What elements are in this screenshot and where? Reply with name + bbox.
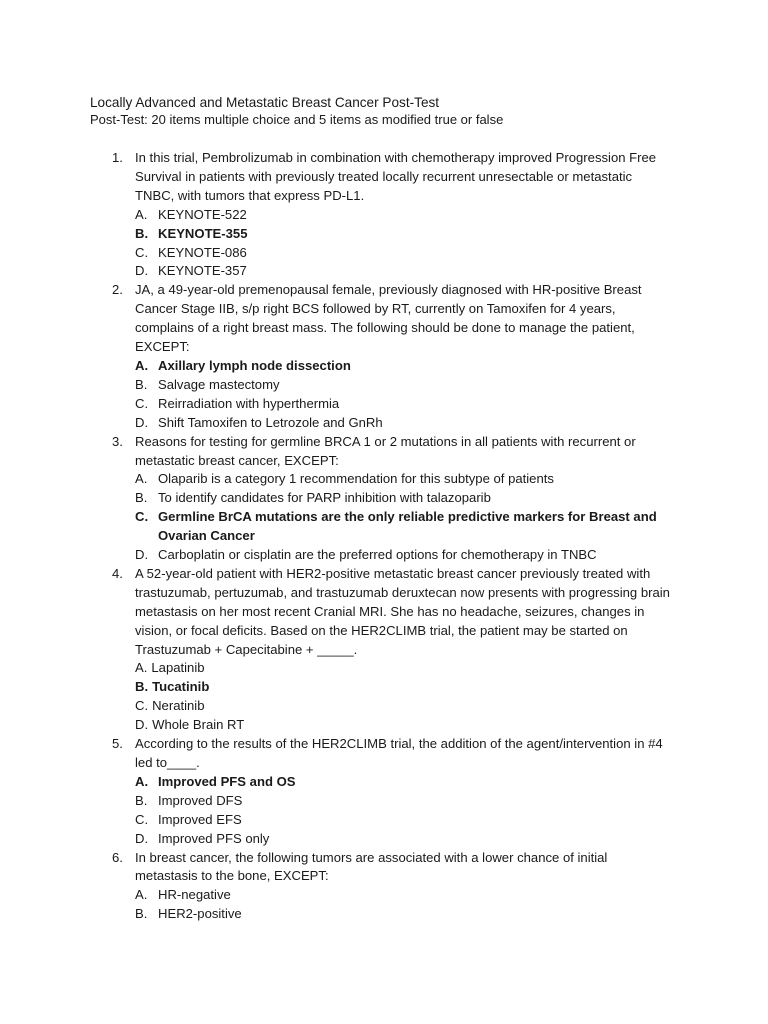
choice-text: KEYNOTE-522 <box>158 206 247 222</box>
choice-letter: A. <box>135 887 148 903</box>
choice-list <box>135 470 670 565</box>
choice-a <box>135 206 670 225</box>
choice-text: Shift Tamoxifen to Letrozole and GnRh <box>158 414 383 430</box>
choice-text: Reirradiation with hyperthermia <box>158 395 340 411</box>
choice-letter: B. <box>135 679 149 695</box>
question-1 <box>90 149 670 281</box>
question-5 <box>90 735 670 848</box>
choice-text: Lapatinib <box>151 660 205 676</box>
question-2 <box>90 281 670 432</box>
question-number: 2. <box>112 282 123 298</box>
choice-b <box>135 489 670 508</box>
choice-b <box>135 905 670 924</box>
choice-text: Carboplatin or cisplatin are the preferred options for chemotherapy in TNBC <box>158 547 597 563</box>
choice-text: Improved EFS <box>158 811 242 827</box>
choice-letter: B. <box>135 792 148 808</box>
choice-text: Improved DFS <box>158 792 243 808</box>
question-list <box>90 149 670 924</box>
question-stem: In breast cancer, the following tumors are associated with a lower chance of initial metastasis to the bone, EXCEPT: <box>135 849 608 884</box>
question-6 <box>90 849 670 925</box>
choice-letter: D. <box>135 547 149 563</box>
choice-b <box>135 376 670 395</box>
choice-text: Salvage mastectomy <box>158 376 280 392</box>
choice-letter: A. <box>135 773 149 789</box>
choice-letter: A. <box>135 471 148 487</box>
choice-text: Improved PFS only <box>158 830 270 846</box>
choice-a-answer <box>135 773 670 792</box>
choice-letter: A. <box>135 206 148 222</box>
choice-text: KEYNOTE-357 <box>158 263 247 279</box>
choice-letter: B. <box>135 906 148 922</box>
choice-letter: D. <box>135 717 149 733</box>
choice-text: KEYNOTE-355 <box>158 225 248 241</box>
choice-text: Axillary lymph node dissection <box>158 357 351 373</box>
choice-a <box>135 470 670 489</box>
choice-c <box>135 697 670 716</box>
choice-letter: C. <box>135 509 149 525</box>
choice-text: KEYNOTE-086 <box>158 244 247 260</box>
choice-letter: C. <box>135 244 149 260</box>
choice-text: Tucatinib <box>152 679 210 695</box>
choice-letter: C. <box>135 395 149 411</box>
choice-text: Olaparib is a category 1 recommendation for this subtype of patients <box>158 471 554 487</box>
choice-d <box>135 546 670 565</box>
choice-d <box>135 716 670 735</box>
choice-text: Improved PFS and OS <box>158 773 296 789</box>
choice-c <box>135 244 670 263</box>
choice-d <box>135 414 670 433</box>
choice-b <box>135 792 670 811</box>
choice-letter: A. <box>135 357 149 373</box>
choice-letter: B. <box>135 376 148 392</box>
choice-list <box>135 357 670 433</box>
choice-letter: A. <box>135 660 148 676</box>
choice-letter: D. <box>135 830 149 846</box>
choice-text: HR-negative <box>158 887 231 903</box>
question-4 <box>90 565 670 735</box>
question-stem: In this trial, Pembrolizumab in combination with chemotherapy improved Progression Free Survival in patients with previously treated locally recurrent unresectable or metastatic TNBC, with tumors that express PD-L1. <box>135 150 657 203</box>
choice-letter: B. <box>135 490 148 506</box>
choice-a <box>135 659 670 678</box>
choice-letter: C. <box>135 811 149 827</box>
question-number: 3. <box>112 433 123 449</box>
choice-list <box>135 886 670 924</box>
question-number: 5. <box>112 736 123 752</box>
question-stem: Reasons for testing for germline BRCA 1 or 2 mutations in all patients with recurrent or metastatic breast cancer, EXCEPT: <box>135 433 636 468</box>
choice-text: Neratinib <box>152 698 205 714</box>
question-stem: According to the results of the HER2CLIMB trial, the addition of the agent/intervention in #4 led to____. <box>135 736 663 770</box>
choice-list <box>135 773 670 849</box>
question-number: 6. <box>112 849 123 865</box>
choice-a <box>135 886 670 905</box>
choice-text: To identify candidates for PARP inhibition with talazoparib <box>158 490 491 506</box>
document-header <box>90 94 690 129</box>
choice-letter: D. <box>135 263 149 279</box>
choice-c <box>135 395 670 414</box>
choice-b-answer <box>135 225 670 244</box>
choice-letter: C. <box>135 698 149 714</box>
choice-b-answer <box>135 678 670 697</box>
question-stem: A 52-year-old patient with HER2-positive metastatic breast cancer previously treated with trastuzumab, pertuzumab, and trastuzumab deruxtecan now presents with progressing brain metastasis on her most recent Cranial MRI. She has no headache, seizures, changes in vision, or focal deficits. Based on the HER2CLIMB trial, the patient may be started on Trastuzumab + Capecitabine + _____. <box>135 565 670 657</box>
document-title: Locally Advanced and Metastatic Breast Cancer Post-Test <box>90 95 440 110</box>
choice-text: HER2-positive <box>158 906 242 922</box>
document-subtitle: Post-Test: 20 items multiple choice and 5 items as modified true or false <box>90 112 504 127</box>
choice-letter: B. <box>135 225 149 241</box>
choice-text: Germline BrCA mutations are the only reliable predictive markers for Breast and Ovarian Cancer <box>158 509 657 544</box>
question-number: 1. <box>112 150 123 165</box>
choice-text: Whole Brain RT <box>152 717 245 733</box>
question-number: 4. <box>112 565 123 581</box>
choice-list <box>135 206 670 282</box>
choice-c <box>135 811 670 830</box>
choice-letter: D. <box>135 414 149 430</box>
choice-c-answer <box>135 508 670 546</box>
question-3 <box>90 433 670 565</box>
question-stem: JA, a 49-year-old premenopausal female, previously diagnosed with HR-positive Breast Cancer Stage IIB, s/p right BCS followed by RT, currently on Tamoxifen for 4 years, complains of a right breast mass. The following should be done to manage the patient, EXCEPT: <box>135 282 642 355</box>
choice-d <box>135 262 670 281</box>
choice-d <box>135 830 670 849</box>
choice-list <box>135 659 670 735</box>
choice-a-answer <box>135 357 670 376</box>
